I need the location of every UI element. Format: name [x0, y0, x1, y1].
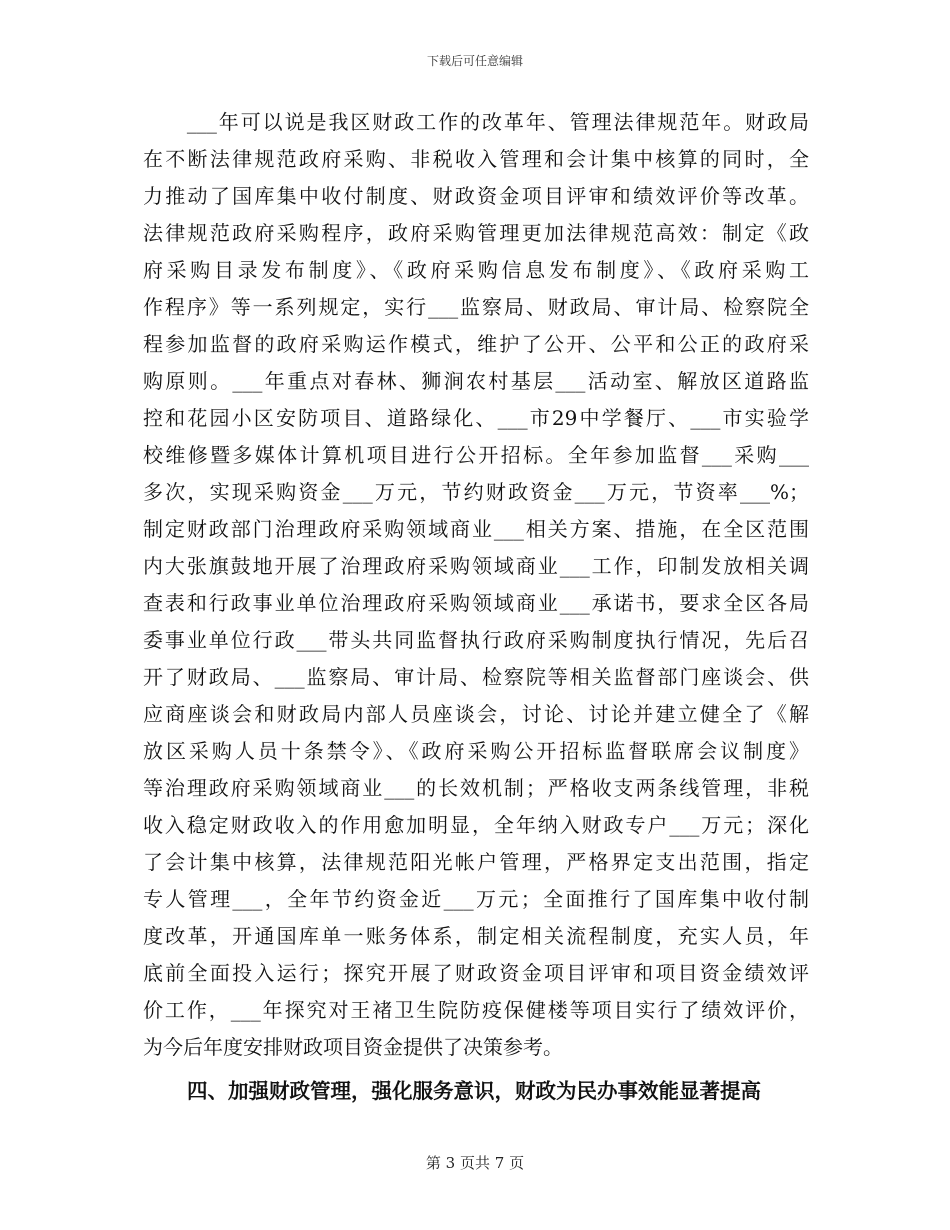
section-heading: 四、加强财政管理，强化服务意识，财政为民办事效能显著提高: [187, 1079, 761, 1103]
paragraph-line: 价工作，___年探究对王褚卫生院防疫保健楼等项目实行了绩效评价，: [143, 998, 809, 1022]
paragraph-line: 在不断法律规范政府采购、非税收入管理和会计集中核算的同时，全: [143, 147, 809, 171]
paragraph-line: 制定财政部门治理政府采购领域商业___相关方案、措施，在全区范围: [143, 517, 809, 541]
paragraph-line: 为今后年度安排财政项目资金提供了决策参考。: [143, 1035, 563, 1059]
paragraph-line: 应商座谈会和财政局内部人员座谈会，讨论、讨论并建立健全了《解: [143, 702, 809, 726]
paragraph-line: 力推动了国库集中收付制度、财政资金项目评审和绩效评价等改革。: [143, 184, 809, 208]
paragraph-line: 收入稳定财政收入的作用愈加明显，全年纳入财政专户___万元；深化: [143, 813, 809, 837]
header-note: 下载后可任意编辑: [426, 54, 523, 68]
paragraph-line: 购原则。___年重点对春林、狮涧农村基层___活动室、解放区道路监: [143, 369, 809, 393]
paragraph-line: 开了财政局、___监察局、审计局、检察院等相关监督部门座谈会、供: [143, 665, 809, 689]
paragraph-line: ___年可以说是我区财政工作的改革年、管理法律规范年。财政局: [143, 110, 809, 134]
paragraph-line: 度改革，开通国库单一账务体系，制定相关流程制度，充实人员，年: [143, 924, 809, 948]
paragraph-line: 程参加监督的政府采购运作模式，维护了公开、公平和公正的政府采: [143, 332, 809, 356]
paragraph-line: 校维修暨多媒体计算机项目进行公开招标。全年参加监督___采购___: [143, 443, 809, 467]
paragraph-line: 内大张旗鼓地开展了治理政府采购领域商业___工作，印制发放相关调: [143, 554, 809, 578]
paragraph-line: 控和花园小区安防项目、道路绿化、___市29中学餐厅、___市实验学: [143, 406, 809, 430]
page-footer: 第 3 页共 7 页: [425, 1154, 525, 1172]
paragraph-line: 法律规范政府采购程序，政府采购管理更加法律规范高效：制定《政: [143, 221, 809, 245]
paragraph-line: 委事业单位行政___带头共同监督执行政府采购制度执行情况，先后召: [143, 628, 809, 652]
paragraph-line: 作程序》等一系列规定，实行___监察局、财政局、审计局、检察院全: [143, 295, 809, 319]
paragraph-line: 查表和行政事业单位治理政府采购领域商业___承诺书，要求全区各局: [143, 591, 809, 615]
document-body: [143, 104, 809, 1111]
paragraph-line: 府采购目录发布制度》、《政府采购信息发布制度》、《政府采购工: [143, 258, 809, 282]
paragraph-line: 了会计集中核算，法律规范阳光帐户管理，严格界定支出范围，指定: [143, 850, 809, 874]
paragraph-line: 底前全面投入运行；探究开展了财政资金项目评审和项目资金绩效评: [143, 961, 809, 985]
paragraph-line: 等治理政府采购领域商业___的长效机制；严格收支两条线管理，非税: [143, 776, 809, 800]
paragraph-line: 多次，实现采购资金___万元，节约财政资金___万元，节资率___%；: [143, 480, 809, 504]
paragraph-line: 专人管理___，全年节约资金近___万元；全面推行了国库集中收付制: [143, 887, 809, 911]
paragraph-line: 放区采购人员十条禁令》、《政府采购公开招标监督联席会议制度》: [143, 739, 809, 763]
